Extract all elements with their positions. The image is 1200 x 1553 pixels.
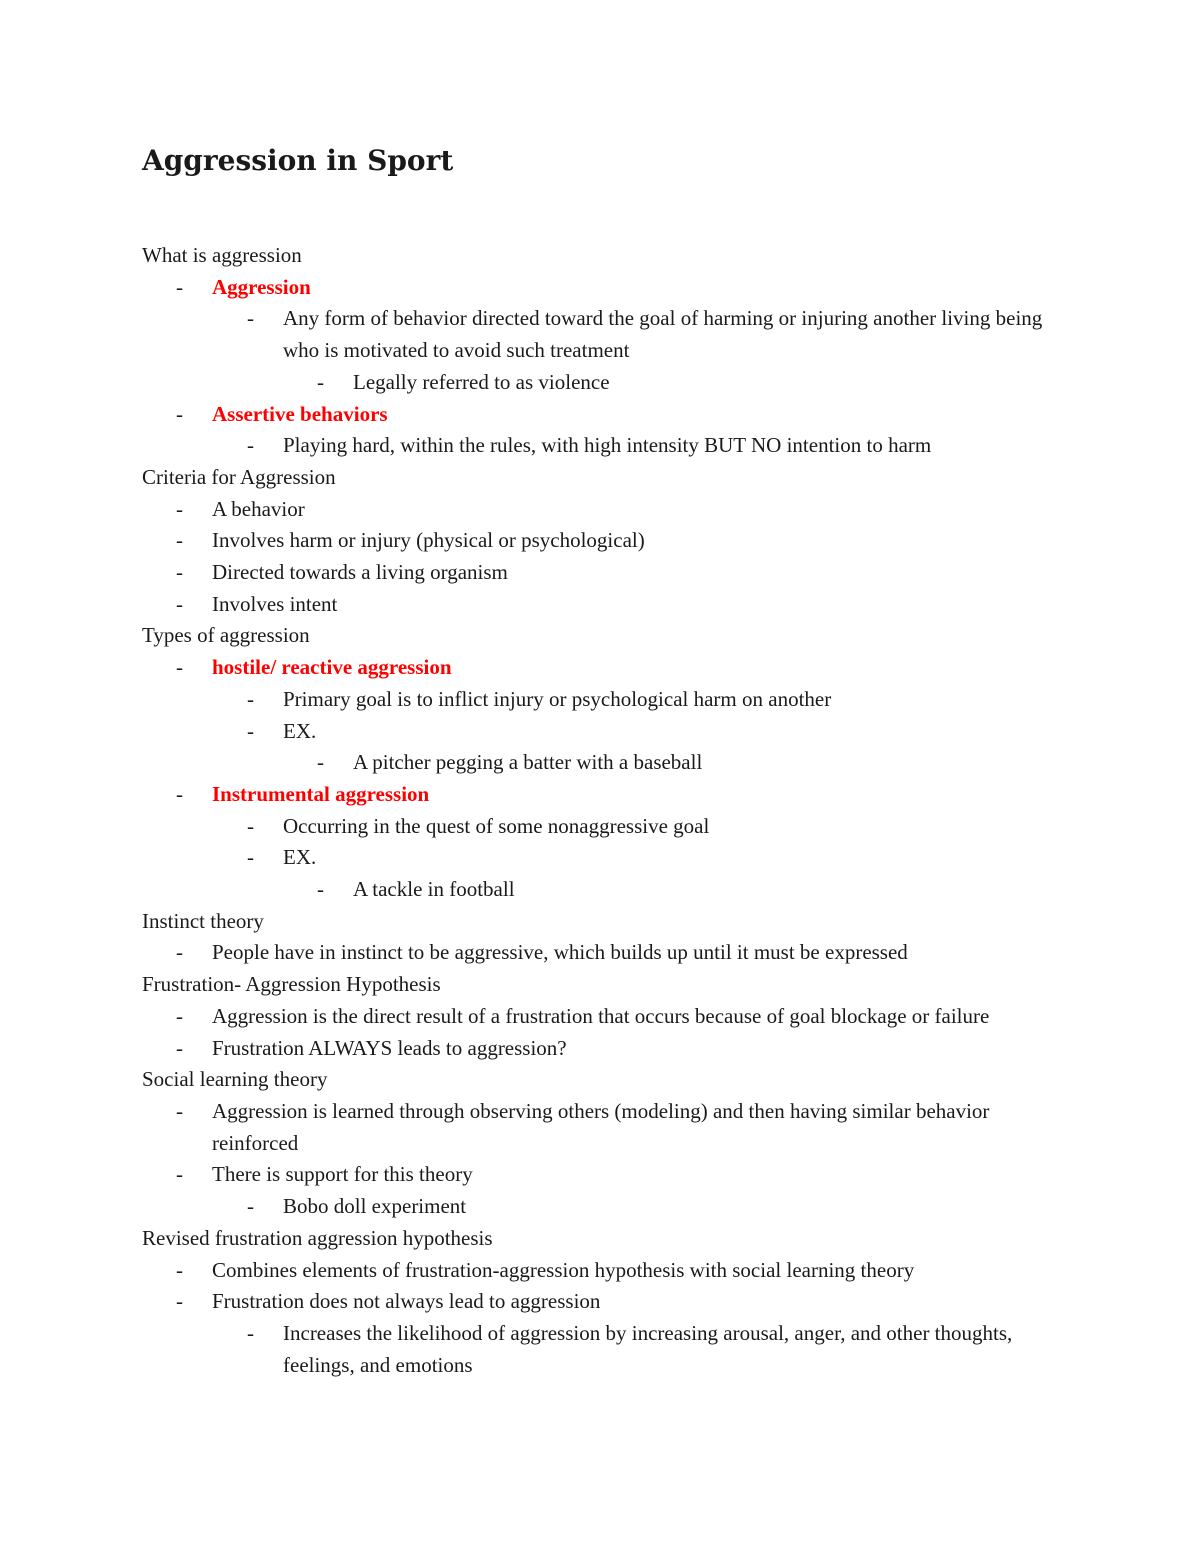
list-item bbox=[142, 557, 1072, 589]
list-item-text: Directed towards a living organism bbox=[212, 560, 508, 585]
list-item bbox=[142, 811, 1072, 843]
list-item bbox=[142, 303, 1072, 366]
bullet-dash: - bbox=[247, 306, 254, 331]
list-item bbox=[142, 874, 1072, 906]
list-item bbox=[142, 652, 1072, 684]
list-item bbox=[142, 716, 1072, 748]
bullet-dash: - bbox=[176, 274, 183, 299]
list-item-text: Aggression is learned through observing others (modeling) and then having similar behavior reinforced bbox=[212, 1098, 990, 1155]
list-item-text: Increases the likelihood of aggression by increasing arousal, anger, and other thoughts, feelings, and emotions bbox=[283, 1320, 1013, 1377]
key-term: hostile/ reactive aggression bbox=[212, 655, 452, 680]
section-heading: Criteria for Aggression bbox=[142, 464, 336, 489]
bullet-dash: - bbox=[247, 718, 254, 743]
list-item bbox=[142, 1033, 1072, 1065]
list-item-text: A pitcher pegging a batter with a baseball bbox=[353, 750, 703, 775]
bullet-dash: - bbox=[247, 1320, 254, 1345]
list-item bbox=[142, 684, 1072, 716]
list-item-text: Any form of behavior directed toward the goal of harming or injuring another living being who is motivated to avoid such treatment bbox=[283, 306, 1043, 363]
list-item-text: Frustration ALWAYS leads to aggression? bbox=[212, 1035, 567, 1060]
list-item-text: Primary goal is to inflict injury or psychological harm on another bbox=[283, 686, 832, 711]
list-item bbox=[142, 430, 1072, 462]
section-heading: Types of aggression bbox=[142, 623, 310, 648]
list-item bbox=[142, 494, 1072, 526]
section-heading: Social learning theory bbox=[142, 1067, 328, 1092]
list-item-text: EX. bbox=[283, 845, 317, 870]
list-item bbox=[142, 589, 1072, 621]
bullet-dash: - bbox=[176, 401, 183, 426]
bullet-dash: - bbox=[176, 940, 183, 965]
list-item-text: A behavior bbox=[212, 496, 305, 521]
bullet-dash: - bbox=[317, 877, 324, 902]
list-item-text: EX. bbox=[283, 718, 317, 743]
bullet-dash: - bbox=[247, 1194, 254, 1219]
bullet-dash: - bbox=[176, 1289, 183, 1314]
list-item bbox=[142, 1318, 1072, 1381]
list-item-text: Involves harm or injury (physical or psychological) bbox=[212, 528, 645, 553]
bullet-dash: - bbox=[176, 1257, 183, 1282]
list-item-text: Aggression is the direct result of a frustration that occurs because of goal blockage or failure bbox=[212, 1003, 990, 1028]
bullet-dash: - bbox=[176, 781, 183, 806]
bullet-dash: - bbox=[176, 1098, 183, 1123]
section-heading: Frustration- Aggression Hypothesis bbox=[142, 972, 441, 997]
bullet-dash: - bbox=[247, 433, 254, 458]
list-item-text: A tackle in football bbox=[353, 877, 515, 902]
list-item-text: Bobo doll experiment bbox=[283, 1194, 467, 1219]
key-term: Instrumental aggression bbox=[212, 781, 430, 806]
bullet-dash: - bbox=[176, 591, 183, 616]
bullet-dash: - bbox=[176, 528, 183, 553]
bullet-dash: - bbox=[176, 1035, 183, 1060]
document-page bbox=[142, 138, 1072, 1381]
bullet-dash: - bbox=[247, 813, 254, 838]
document-title: Aggression in Sport bbox=[142, 144, 454, 177]
bullet-dash: - bbox=[176, 1162, 183, 1187]
list-item-text: Involves intent bbox=[212, 591, 338, 616]
list-item bbox=[142, 747, 1072, 779]
list-item bbox=[142, 367, 1072, 399]
list-item-text: People have in instinct to be aggressive, which builds up until it must be expressed bbox=[212, 940, 908, 965]
bullet-dash: - bbox=[176, 560, 183, 585]
list-item bbox=[142, 1255, 1072, 1287]
list-item bbox=[142, 1096, 1072, 1159]
bullet-dash: - bbox=[176, 1003, 183, 1028]
list-item-text: Occurring in the quest of some nonaggressive goal bbox=[283, 813, 710, 838]
bullet-dash: - bbox=[176, 655, 183, 680]
key-term: Aggression bbox=[212, 274, 311, 299]
key-term: Assertive behaviors bbox=[212, 401, 388, 426]
section-heading: What is aggression bbox=[142, 243, 302, 267]
list-item bbox=[142, 1001, 1072, 1033]
bullet-dash: - bbox=[247, 845, 254, 870]
bullet-dash: - bbox=[317, 369, 324, 394]
list-item bbox=[142, 272, 1072, 304]
list-item bbox=[142, 399, 1072, 431]
list-item-text: Frustration does not always lead to aggression bbox=[212, 1289, 601, 1314]
list-item bbox=[142, 1286, 1072, 1318]
list-item-text: Playing hard, within the rules, with high intensity BUT NO intention to harm bbox=[283, 433, 932, 458]
bullet-dash: - bbox=[176, 496, 183, 521]
list-item bbox=[142, 525, 1072, 557]
list-item bbox=[142, 937, 1072, 969]
list-item-text: Legally referred to as violence bbox=[353, 369, 610, 394]
document-body bbox=[142, 240, 1072, 1381]
section-heading: Instinct theory bbox=[142, 908, 264, 933]
section-heading: Revised frustration aggression hypothesis bbox=[142, 1225, 493, 1250]
bullet-dash: - bbox=[247, 686, 254, 711]
list-item-text: Combines elements of frustration-aggression hypothesis with social learning theory bbox=[212, 1257, 915, 1282]
list-item bbox=[142, 1159, 1072, 1191]
bullet-dash: - bbox=[317, 750, 324, 775]
list-item bbox=[142, 779, 1072, 811]
list-item bbox=[142, 1191, 1072, 1223]
list-item-text: There is support for this theory bbox=[212, 1162, 473, 1187]
list-item bbox=[142, 842, 1072, 874]
